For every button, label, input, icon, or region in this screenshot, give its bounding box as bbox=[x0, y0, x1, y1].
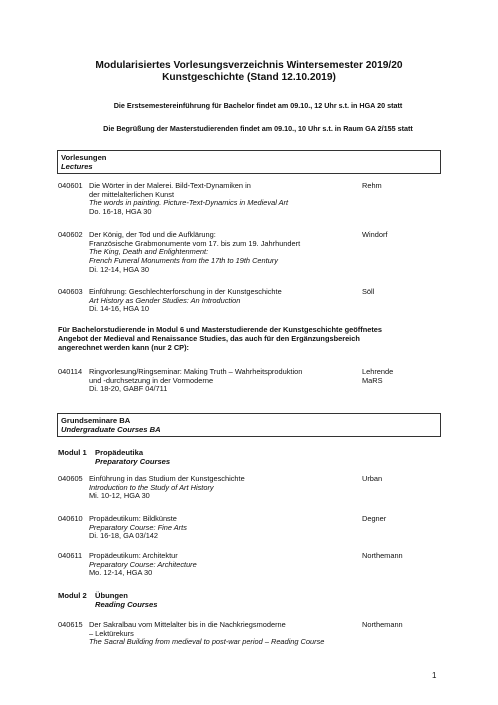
course-title-line: Der Sakralbau vom Mittelalter bis in die Nachkriegsmoderne bbox=[89, 620, 286, 629]
seminars-heading-box bbox=[57, 413, 441, 437]
course-title-en: Preparatory Course: Fine Arts bbox=[89, 522, 187, 532]
title-line-2: Kunstgeschichte (Stand 12.10.2019) bbox=[162, 72, 336, 83]
lecturer-name: Northemann bbox=[362, 551, 403, 560]
course-title-line: Einführung in das Studium der Kunstgeschichte bbox=[89, 474, 245, 483]
course-title-en: French Funeral Monuments from the 17th to 19th Century bbox=[89, 256, 278, 266]
lecturer-name: Söll bbox=[362, 287, 375, 296]
modul-title: Übungen bbox=[95, 591, 128, 600]
course-body bbox=[89, 621, 389, 647]
course-title-en: The King, Death and Enlightenment: bbox=[89, 247, 209, 257]
course-body bbox=[89, 515, 389, 541]
notice-bachelor: Die Erstsemestereinführung für Bachelor findet am 09.10., 12 Uhr s.t. in HGA 20 statt bbox=[113, 101, 403, 110]
course-number: 040603 bbox=[58, 287, 83, 296]
mars-paragraph bbox=[58, 325, 443, 352]
course-lecturer bbox=[362, 288, 374, 297]
modul-label: Modul 2 bbox=[58, 591, 87, 600]
course-body bbox=[89, 288, 389, 314]
seminars-heading: Grundseminare BA bbox=[61, 416, 131, 425]
course-body bbox=[89, 475, 389, 501]
course-title-line: Der König, der Tod und die Aufklärung: bbox=[89, 230, 216, 239]
course-title-en: Art History as Gender Studies: An Introduction bbox=[89, 295, 241, 305]
paragraph-line: angerechnet werden kann (nur 2 CP): bbox=[58, 343, 190, 352]
lecturer-name: Rehm bbox=[362, 181, 382, 190]
course-lecturer bbox=[362, 515, 386, 524]
course-time: Di. 18-20, GABF 04/711 bbox=[89, 384, 168, 394]
course-title-line: Propädeutikum: Architektur bbox=[89, 551, 178, 560]
course-lecturer bbox=[362, 475, 382, 484]
course-number: 040611 bbox=[58, 551, 83, 560]
course-body bbox=[89, 182, 389, 217]
lecturer-name: Windorf bbox=[362, 230, 388, 239]
course-title-line: der mittelalterlichen Kunst bbox=[89, 189, 175, 199]
lecturer-name: Degner bbox=[362, 514, 387, 523]
modul-subtitle: Preparatory Courses bbox=[95, 457, 171, 466]
lecturer-name: Urban bbox=[362, 474, 383, 483]
modul-title: Propädeutika bbox=[95, 448, 144, 457]
course-lecturer bbox=[362, 552, 403, 561]
course-title-en: Preparatory Course: Architecture bbox=[89, 559, 197, 569]
course-time: Mi. 10-12, HGA 30 bbox=[89, 491, 150, 501]
lecturer-name: Northemann bbox=[362, 620, 403, 629]
course-title-line: und -durchsetzung in der Vormoderne bbox=[89, 375, 214, 385]
course-title-line: Ringvorlesung/Ringseminar: Making Truth – Wahrheitsproduktion bbox=[89, 367, 303, 376]
course-lecturer bbox=[362, 368, 393, 385]
course-time: Di. 14-16, HGA 10 bbox=[89, 304, 149, 314]
course-number: 040602 bbox=[58, 230, 83, 239]
course-number: 040615 bbox=[58, 620, 83, 629]
seminars-heading-en: Undergraduate Courses BA bbox=[61, 425, 161, 434]
lecturer-name: Lehrende bbox=[362, 367, 394, 376]
course-number: 040114 bbox=[58, 367, 83, 376]
course-lecturer bbox=[362, 182, 382, 191]
course-number: 040605 bbox=[58, 474, 83, 483]
course-title-line: Propädeutikum: Bildkünste bbox=[89, 514, 177, 523]
course-title-en: Introduction to the Study of Art History bbox=[89, 482, 214, 492]
course-number: 040601 bbox=[58, 181, 83, 190]
course-body bbox=[89, 231, 389, 275]
course-title-line: – Lektürekurs bbox=[89, 628, 134, 638]
course-title-en: The Sacral Building from medieval to post-war period – Reading Course bbox=[89, 637, 325, 647]
lectures-heading-box bbox=[57, 150, 441, 174]
course-title-en: The words in painting. Picture-Text-Dynamics in Medieval Art bbox=[89, 198, 289, 208]
lectures-heading: Vorlesungen bbox=[61, 153, 107, 162]
course-time: Do. 16-18, HGA 30 bbox=[89, 207, 152, 217]
document-title bbox=[0, 60, 498, 84]
lecturer-name: MaRS bbox=[362, 375, 383, 385]
course-number: 040610 bbox=[58, 514, 83, 523]
paragraph-line: Für Bachelorstudierende in Modul 6 und Masterstudierende der Kunstgeschichte geöffnetes bbox=[58, 325, 383, 334]
course-body bbox=[89, 552, 389, 578]
paragraph-line: Angebot der Medieval and Renaissance Studies, das auch für den Ergänzungsbereich bbox=[58, 334, 360, 343]
modul-subtitle: Reading Courses bbox=[95, 600, 158, 609]
course-time: Mo. 12-14, HGA 30 bbox=[89, 568, 153, 578]
course-lecturer bbox=[362, 621, 403, 630]
course-lecturer bbox=[362, 231, 387, 240]
course-title-line: Französische Grabmonumente vom 17. bis zum 19. Jahrhundert bbox=[89, 238, 301, 248]
page-number: 1 bbox=[432, 671, 437, 680]
notice-master: Die Begrüßung der Masterstudierenden findet am 09.10., 10 Uhr s.t. in Raum GA 2/155 statt bbox=[103, 124, 413, 133]
course-time: Di. 12-14, HGA 30 bbox=[89, 264, 149, 274]
title-line-1: Modularisiertes Vorlesungsverzeichnis Wintersemester 2019/20 bbox=[95, 60, 403, 71]
course-title-line: Einführung: Geschlechterforschung in der Kunstgeschichte bbox=[89, 287, 282, 296]
course-body bbox=[89, 368, 389, 394]
modul-label: Modul 1 bbox=[58, 448, 87, 457]
lectures-heading-en: Lectures bbox=[61, 162, 93, 171]
course-time: Di. 16-18, GA 03/142 bbox=[89, 531, 159, 541]
course-title-line: Die Wörter in der Malerei. Bild-Text-Dynamiken in bbox=[89, 181, 251, 190]
